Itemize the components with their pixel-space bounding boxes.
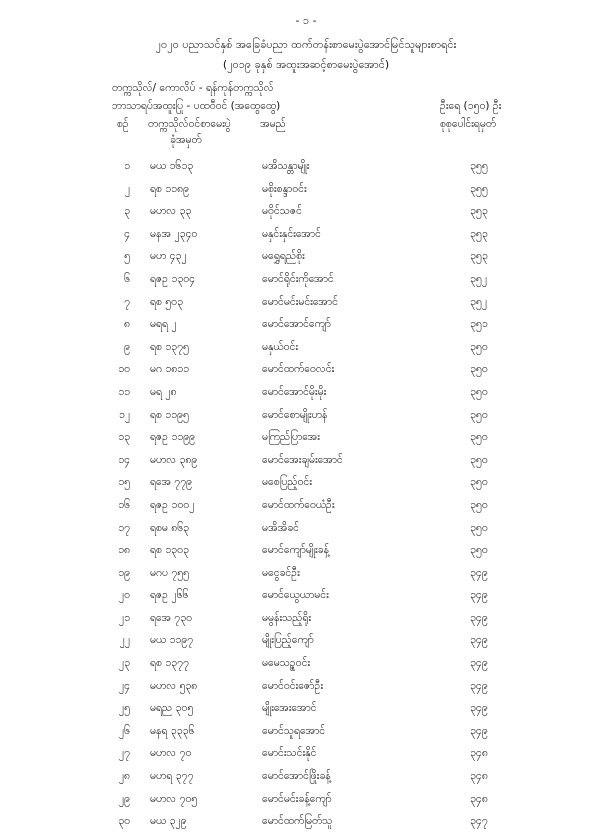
student-name: မဝိုင်သဇင် — [262, 205, 302, 218]
total-marks: ၃၅၀ — [470, 453, 488, 466]
table-row — [0, 813, 612, 836]
document-title: ၂၀၂၀ ပညာသင်နှစ် အခြေခံပညာ ထက်တန်းစာမေးပွဲအောင်မြင်သူများစာရင်း — [155, 38, 457, 51]
table-row — [0, 700, 612, 723]
page-number: - ၁ - — [295, 14, 317, 27]
total-marks: ၃၅၀ — [470, 408, 488, 421]
total-marks: ၃၄၉ — [470, 611, 488, 624]
row-number: ၂ — [124, 182, 130, 195]
row-number: ၂၈ — [118, 770, 130, 783]
row-number: ၁၄ — [118, 453, 130, 466]
roll-number: မယ ၃၂၉ — [150, 815, 187, 828]
roll-number: မဟ ၄၃၂ — [150, 250, 187, 263]
student-name: မောင်ရိုင်းကိုအောင် — [262, 272, 334, 285]
total-marks: ၃၅၀ — [470, 521, 488, 534]
total-marks: ၃၄၉ — [470, 589, 488, 602]
total-marks: ၃၄၉ — [470, 566, 488, 579]
roll-number: မရည ၃၀၅ — [150, 702, 194, 715]
roll-number: ရအေ ၇၃၀ — [150, 611, 193, 624]
table-row — [0, 655, 612, 678]
row-number: ၉ — [124, 340, 130, 353]
table-row — [0, 361, 612, 384]
student-name: မောင်ကျော်မျိုးခန့် — [262, 544, 329, 557]
row-number: ၁၇ — [118, 521, 130, 534]
student-name: မရွှေရည်စိုး — [262, 250, 305, 263]
row-number: ၁၆ — [118, 498, 130, 511]
student-name: မောင်မင်းမင်းအောင် — [262, 295, 338, 308]
total-marks: ၃၄၉ — [470, 679, 488, 692]
table-row — [0, 520, 612, 543]
roll-number: ရစ ၁၃၀၃ — [150, 544, 189, 557]
table-row — [0, 294, 612, 317]
total-marks: ၃၅၀ — [470, 498, 488, 511]
table-header — [0, 118, 612, 154]
table-row — [0, 745, 612, 768]
table-row — [0, 542, 612, 565]
row-number: ၆ — [124, 272, 130, 285]
table-row — [0, 384, 612, 407]
student-name: မောင်သူရအောင် — [262, 724, 326, 737]
student-name: မစေပြည့်ဝင်း — [262, 476, 312, 489]
total-marks: ၃၅၀ — [470, 476, 488, 489]
total-marks: ၃၅၅ — [470, 182, 488, 195]
row-number: ၁၀ — [118, 363, 130, 376]
student-name: မမေသဉ္စဝင်း — [262, 657, 311, 670]
total-marks: ၃၅၀ — [470, 363, 488, 376]
total-marks: ၃၅၃ — [470, 250, 488, 263]
table-row — [0, 271, 612, 294]
row-number: ၃၀ — [118, 815, 130, 828]
student-name: မျိုးပြည့်ကျော် — [262, 634, 314, 647]
roll-number: မဟလ ၃၈၉ — [150, 453, 198, 466]
student-name: မောင်းသင်းနိုင် — [262, 747, 317, 760]
table-row — [0, 429, 612, 452]
total-marks: ၃၅၂ — [470, 295, 487, 308]
student-name: မောင်ထက်ဝေလင်း — [262, 363, 335, 376]
total-marks: ၃၅၁ — [470, 318, 488, 331]
table-row — [0, 632, 612, 655]
roll-number: မနရ ၃၃၃၆ — [150, 724, 195, 737]
table-row — [0, 248, 612, 271]
row-number: ၂၄ — [118, 679, 130, 692]
row-number: ၂၂ — [119, 634, 130, 647]
student-name: မောင်အေးချမ်းအောင် — [262, 453, 343, 466]
row-number: ၅ — [124, 250, 130, 263]
student-name: မငွေခင်ဦး — [262, 566, 300, 579]
student-name: မောင်အောင်ကျော် — [262, 318, 331, 331]
roll-number: ရစ ၁၁၉၅ — [150, 408, 189, 421]
header-name: အမည် — [260, 118, 286, 130]
roll-number: မနအ ၂၃၄၀ — [150, 227, 198, 240]
roll-number: ရစ ၁၃၇၇ — [150, 657, 189, 670]
total-marks: ၃၄၉ — [470, 634, 488, 647]
table-row — [0, 497, 612, 520]
total-marks: ၃၄၇ — [470, 815, 488, 828]
student-name: မောင်မင်းခန့်ကျော် — [262, 792, 332, 805]
roll-number: မဂပ ၇၅၅ — [150, 566, 190, 579]
student-name: မမွန်းသည့်ရိုး — [262, 611, 312, 624]
row-number: ၂၁ — [118, 611, 130, 624]
table-row — [0, 407, 612, 430]
total-marks: ၃၄၉ — [470, 724, 488, 737]
document-subtitle: (၂၀၁၉ ခုနှစ် အထူးအဆင့်စာမေးပွဲအောင်) — [222, 58, 390, 71]
row-number: ၂၇ — [118, 747, 130, 760]
table-row — [0, 678, 612, 701]
row-number: ၁၉ — [118, 566, 130, 579]
student-name: မောင်အောင်ဖြိုးခန့် — [262, 770, 331, 783]
student-name: မအိသန္တာမျိုး — [262, 160, 310, 172]
table-row — [0, 158, 612, 181]
roll-number: မဟလ ၇၀၅ — [150, 792, 198, 805]
row-number: ၄ — [124, 227, 130, 240]
total-marks: ၃၅၂ — [470, 272, 487, 285]
table-row — [0, 587, 612, 610]
roll-number: ရစ ၁၃၇၅ — [150, 340, 189, 353]
total-marks: ၃၄၉ — [470, 657, 488, 670]
table-row — [0, 791, 612, 814]
table-row — [0, 565, 612, 588]
row-number: ၁၂ — [118, 408, 130, 421]
total-marks: ၃၅၀ — [470, 544, 488, 557]
row-number: ၁၁ — [118, 385, 130, 398]
header-roll-2: ခုံအမှတ် — [170, 134, 202, 146]
total-marks: ၃၅၀ — [470, 340, 488, 353]
count-line: ဦးရေ (၁၅၀) ဦး — [440, 100, 502, 112]
row-number: ၂၉ — [118, 792, 130, 805]
table-row — [0, 474, 612, 497]
table-row — [0, 316, 612, 339]
header-roll: တက္ကသိုလ်ဝင်စာမေးပွဲ — [148, 118, 231, 130]
roll-number: မဟရ ၃၇၇ — [150, 770, 194, 783]
total-marks: ၃၄၈ — [470, 747, 488, 760]
student-name: မအိအိခင် — [262, 521, 300, 534]
row-number: ၈ — [124, 318, 130, 331]
roll-number: မဟလ ၃၃ — [150, 205, 192, 218]
student-name: မနှယ်ဝင်း — [262, 340, 299, 353]
student-name: မောင်အောင်မိုးမိုး — [262, 385, 327, 398]
row-number: ၁၃ — [118, 431, 130, 444]
row-number: ၇ — [124, 295, 130, 308]
table-row — [0, 203, 612, 226]
row-number: ၂၀ — [118, 589, 130, 602]
total-marks: ၃၄၉ — [470, 702, 488, 715]
roll-number: မရရ ၂ — [150, 318, 177, 331]
row-number: ၃ — [124, 205, 130, 218]
table-row — [0, 339, 612, 362]
roll-number: မဂ ၁၈၁၁ — [150, 363, 190, 376]
roll-number: မယ ၁၁၉၇ — [150, 634, 194, 647]
total-marks: ၃၄၈ — [470, 770, 488, 783]
student-name: မောင်ထက်မြတ်သူ — [262, 815, 333, 828]
total-marks: ၃၅၃ — [470, 227, 488, 240]
roll-number: မရ ၂၈ — [150, 385, 177, 398]
header-marks: စုစုပေါင်းရမှတ် — [440, 118, 497, 130]
university-line: တက္ကသိုလ်/ ကောလိပ် - ရန်ကုန်တက္ကသိုလ် — [112, 82, 274, 94]
student-name: မောင်ဝင်းဇော်ဦး — [262, 679, 323, 692]
roll-number: ရဇဥ ၁၃၀၄ — [150, 272, 196, 285]
roll-number: ရစမ ၈၆၃ — [150, 521, 190, 534]
total-marks: ၃၄၈ — [470, 792, 488, 805]
roll-number: ရအေ ၇၇၉ — [150, 476, 193, 489]
total-marks: ၃၅၀ — [470, 431, 488, 444]
roll-number: မယ ၁၆၁၃ — [150, 160, 194, 172]
roll-number: ရစ ၅၀၃ — [150, 295, 183, 308]
total-marks: ၃၅၃ — [470, 205, 488, 218]
row-number: ၂၃ — [118, 657, 130, 670]
row-number: ၂၅ — [118, 702, 130, 715]
student-name: မျိုးအေးအောင် — [262, 702, 317, 715]
table-row — [0, 452, 612, 475]
header-no: စဉ် — [117, 118, 129, 130]
table-row — [0, 610, 612, 633]
table-row — [0, 768, 612, 791]
roll-number: ရဇဥ ၁၀၀၂ — [150, 498, 195, 511]
table-row — [0, 723, 612, 746]
row-number: ၁၅ — [118, 476, 130, 489]
student-name: မောင်ယွေယာမင်း — [262, 589, 329, 602]
student-name: မကြည်ပြာအေး — [262, 431, 320, 444]
total-marks: ၃၅၀ — [470, 385, 488, 398]
roll-number: မဟလ ၅၃၈ — [150, 679, 198, 692]
row-number: ၁၈ — [118, 544, 130, 557]
row-number: ၂၆ — [118, 724, 130, 737]
results-table — [0, 158, 612, 836]
subject-line: ဘာသာရပ်အထူးပြု - ပထဝီဝင် (အထွေထွေ) — [112, 100, 281, 112]
student-name: မောင်ထက်ဝေယံဦး — [262, 498, 335, 511]
student-name: မနှင်းနှင်းအောင် — [262, 227, 321, 240]
roll-number: ရဇဥ ၂၆၆ — [150, 589, 189, 602]
row-number: ၁ — [124, 160, 130, 172]
table-row — [0, 181, 612, 204]
roll-number: ရဇဥ ၁၁၉၉ — [150, 431, 196, 444]
table-row — [0, 226, 612, 249]
total-marks: ၃၅၅ — [470, 160, 488, 172]
student-name: မောင်စောမျိုးဟန် — [262, 408, 328, 421]
roll-number: မဟလ ၇၀ — [150, 747, 192, 760]
student-name: မစိုးစန္ဒာဝင်း — [262, 182, 307, 195]
roll-number: ရစ ၁၁၈၉ — [150, 182, 189, 195]
